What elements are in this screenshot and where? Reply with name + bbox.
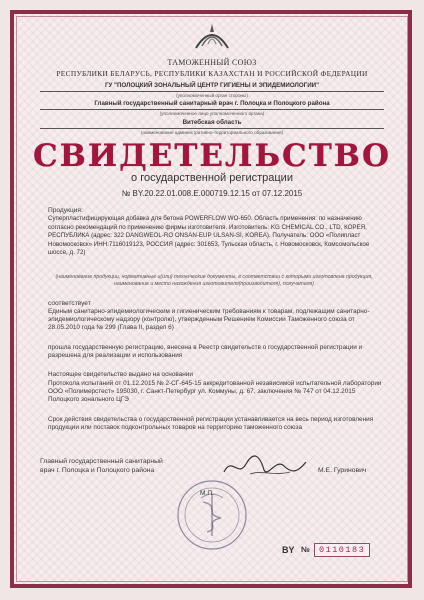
- signer-position-line2: врач г. Полоцка и Полоцкого района: [40, 467, 155, 474]
- official-caption: (уполномоченное лицо уполномоченного органа): [159, 111, 265, 116]
- product-description: Суперпластифицирующая добавка для бетона POWERFLOW WO-650. Область применения: по назначению согласно рекомендаций по применению фирмы изготовителя. Изготовитель: KG CHEMICAL CO., LTD, КОРЕЯ, РЕСПУБЛИКА (адрес: 322 DANGWEOL-RO ONSAN-EUP ULSAN-SI, KOREA). Получатель: ООО «Полипласт Новомосковск» ИНН:7116019123, РОССИЯ (адрес: 301653, Тульская область, г. Новомосковск, Комсомольское шоссе, д. 72): [48, 215, 370, 257]
- compliance-text: Единым санитарно-эпидемиологическим и гигиеническим требованиям к товарам, подлежащим санитарно-эпидемиологическому надзору (контролю), утвержденным Решением Комиссии Таможенного союза от 28.05.2010 года № 299 (Глава II, раздел 6): [48, 308, 370, 331]
- authority-underline: [40, 91, 384, 92]
- union-members: РЕСПУБЛИКИ БЕЛАРУСЬ, РЕСПУБЛИКИ КАЗАХСТАН И РОССИЙСКОЙ ФЕДЕРАЦИИ: [56, 69, 368, 78]
- official-name: Главный государственный санитарный врач г. Полоцка и Полоцкого района: [94, 100, 330, 107]
- signer-name: М.Е. Гуринович: [318, 467, 367, 474]
- basis-text: Протокола испытаний от 01.12.2015 № 2-СГ-645-15 аккредитованной независимой испытательной лаборатории ООО «Полимерстест» 195030, г. Санкт-Петербург ул. Коммуны, д. 67, заключения № 747 от 04.12.2015 Полоцкого зонального ЦГЭ: [48, 380, 382, 403]
- region-name: Витебская область: [182, 119, 242, 126]
- stamp-label: М.П.: [200, 490, 214, 497]
- serial-number: 0110183: [314, 543, 370, 557]
- region-underline: [40, 128, 384, 129]
- product-label: Продукция:: [48, 207, 83, 214]
- official-underline: [40, 109, 384, 110]
- serial-prefix: BY: [282, 545, 295, 555]
- basis-label: Настоящее свидетельство выдано на основании: [48, 371, 193, 378]
- customs-union-emblem-icon: [192, 20, 232, 52]
- signer-position-line1: Главный государственный санитарный: [40, 458, 163, 465]
- product-caption: (наименование продукции, нормативные и(или) технические документы, в соответствии с которыми изготовлена продукция, наименование и место нахождения изготовителя(производителя), получателя): [55, 274, 373, 287]
- registry-text: прошла государственную регистрацию, внесена в Реестр свидетельств о государственной регистрации и разрешена для реализации и использования: [48, 344, 363, 359]
- union-title: ТАМОЖЕННЫЙ СОЮЗ: [167, 58, 257, 67]
- authority-caption: (уполномоченный орган стороны): [176, 93, 248, 98]
- compliance-label: соответствует: [48, 300, 91, 307]
- registration-number: № BY.20.22.01.008.E.000719.12.15 от 07.12.2015: [121, 189, 303, 198]
- authority-name: ГУ "ПОЛОЦКИЙ ЗОНАЛЬНЫЙ ЦЕНТР ГИГИЕНЫ И ЭПИДЕМИОЛОГИИ": [104, 82, 320, 89]
- document-title: СВИДЕТЕЛЬСТВО: [33, 138, 391, 174]
- validity-text: Срок действия свидетельства о государственной регистрации устанавливается на весь период изготовления продукции или поставок подконтрольных товаров на территорию таможенного союза: [48, 416, 374, 431]
- serial-number-sign: №: [301, 545, 310, 554]
- region-caption: (наименование административно-территориального образования): [140, 130, 284, 135]
- document-subtitle: о государственной регистрации: [131, 172, 293, 184]
